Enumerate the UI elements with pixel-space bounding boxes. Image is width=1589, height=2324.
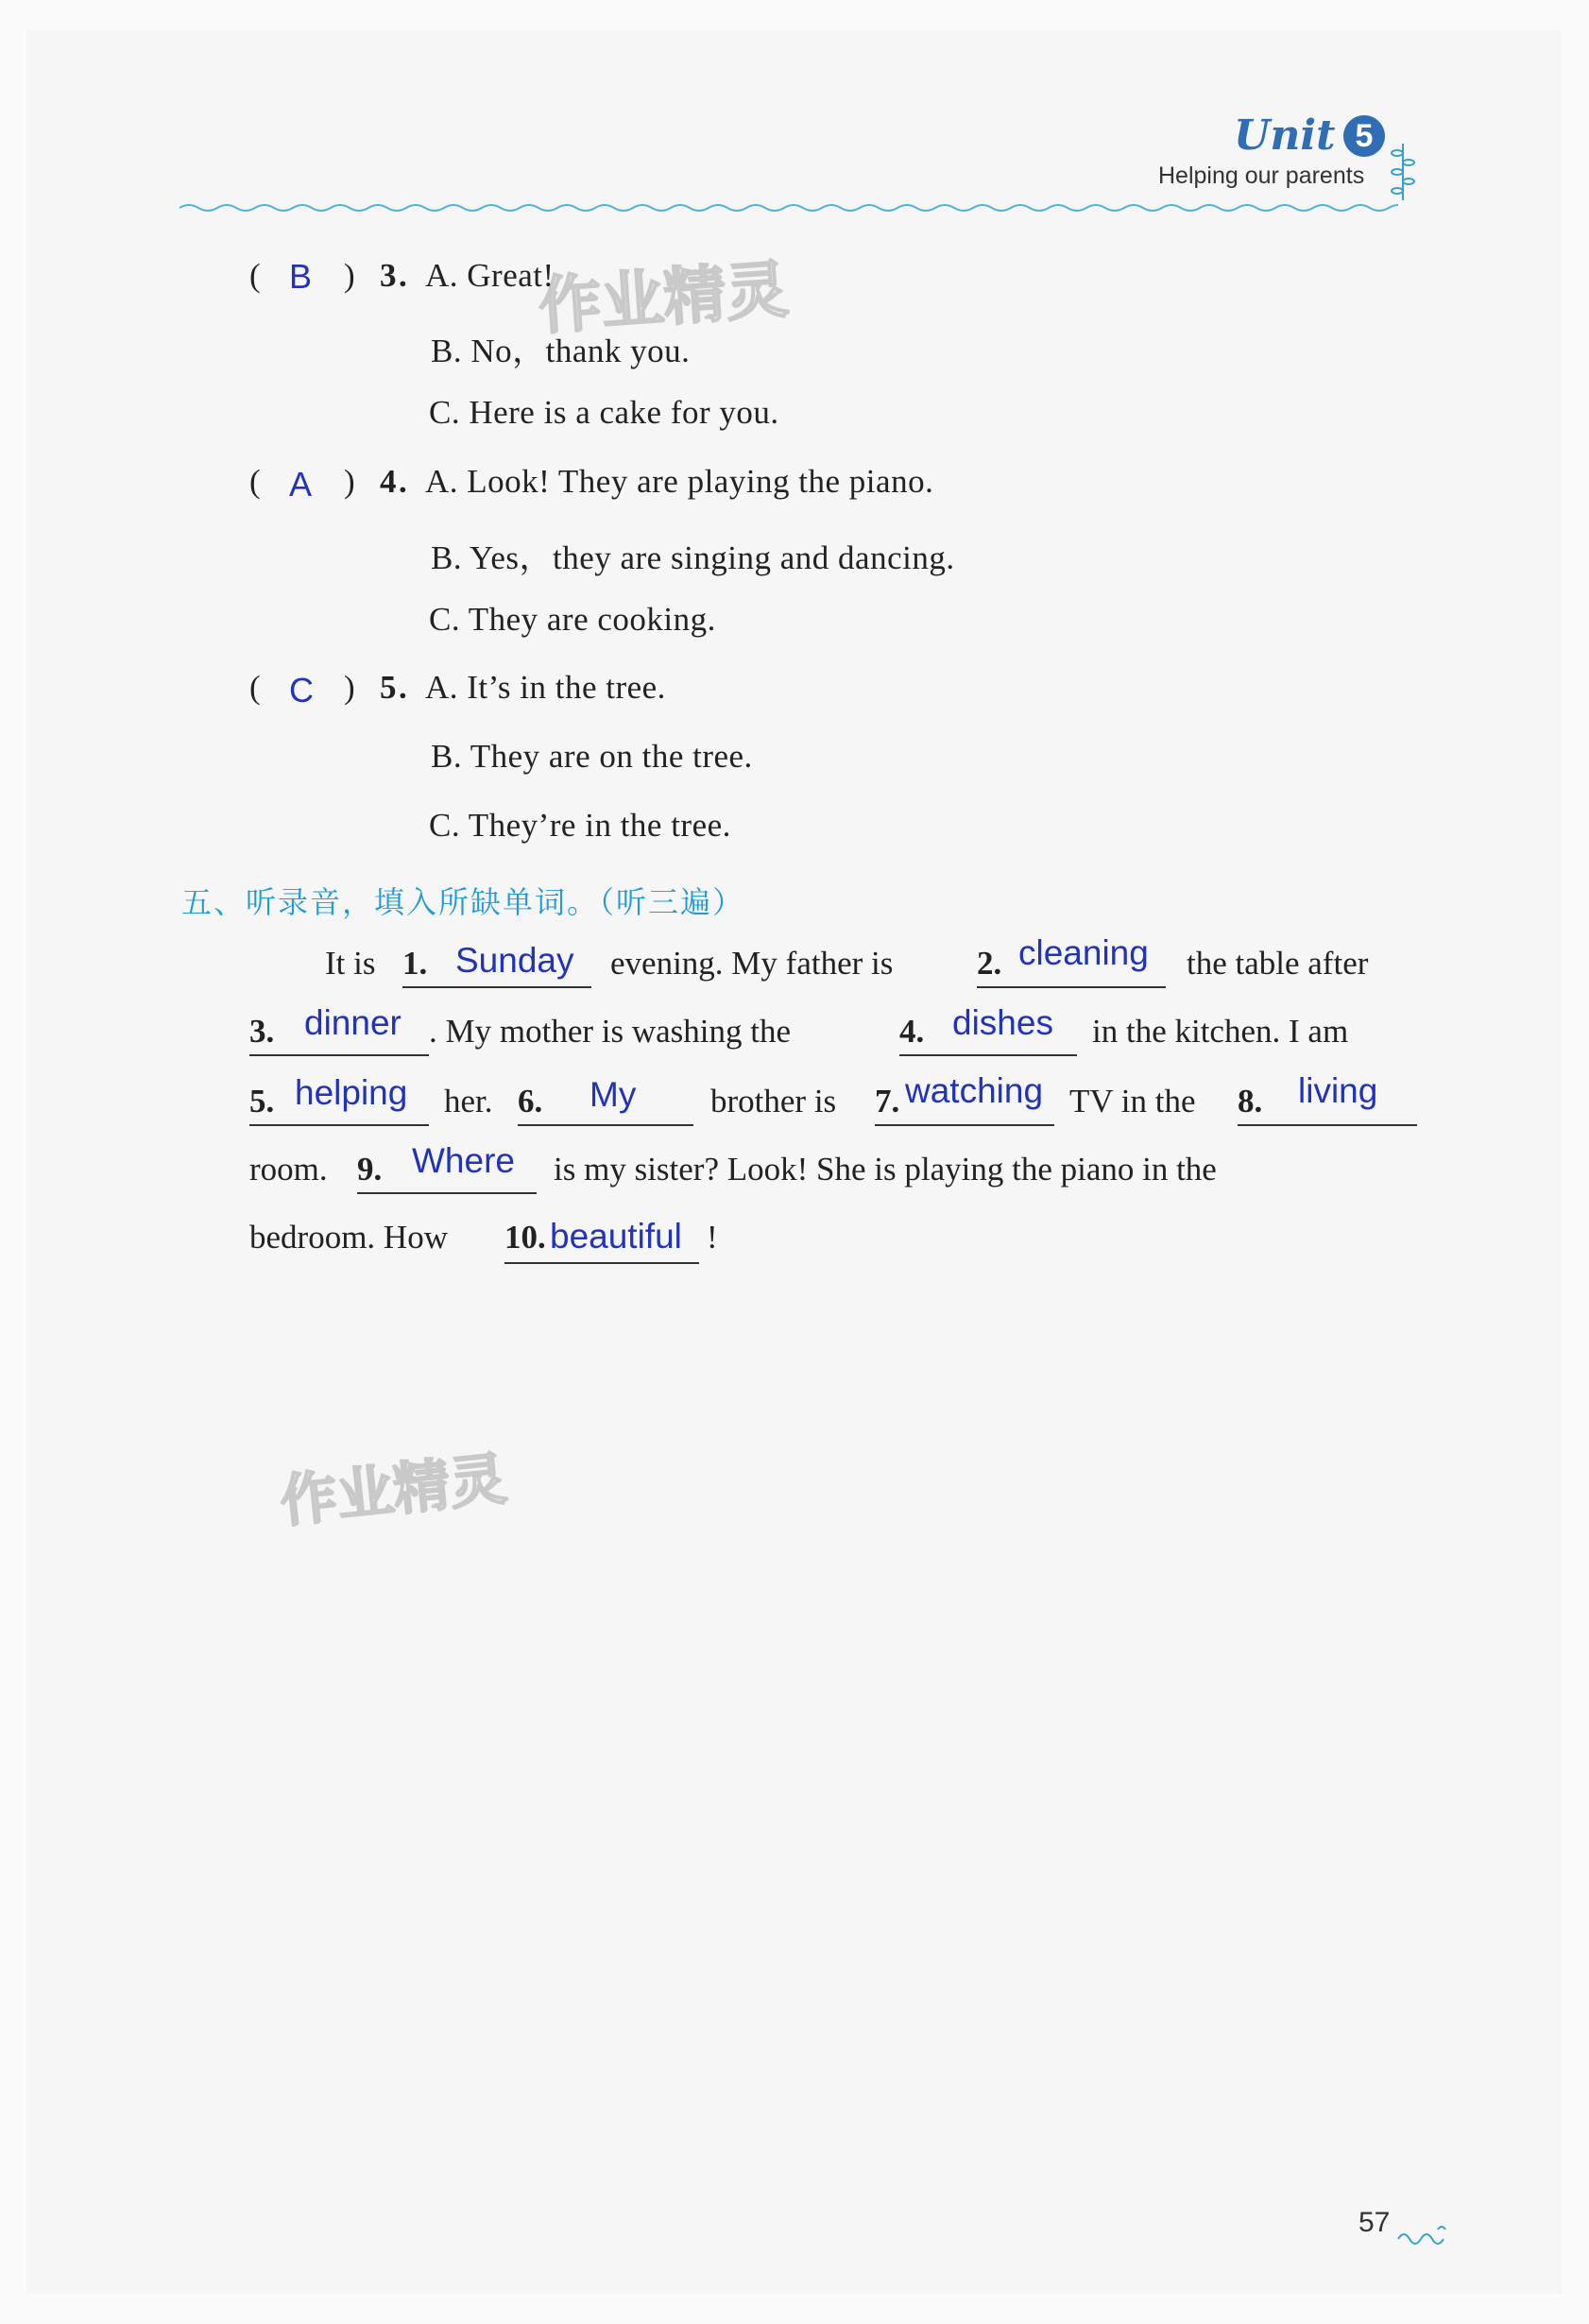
leaf-sprig-icon: [1389, 142, 1417, 202]
blank-answer: Where: [412, 1141, 515, 1180]
answer-choice: A: [289, 465, 313, 504]
blank-answer: helping: [295, 1073, 408, 1112]
passage-text: room.: [249, 1151, 328, 1188]
blank-number: 4.: [899, 1013, 925, 1050]
question-dot: .: [399, 257, 407, 294]
option-a: A. It’s in the tree.: [425, 669, 666, 706]
option-a: A. Great!: [425, 257, 555, 294]
answer-choice: B: [289, 257, 313, 296]
passage-text: the table after: [1187, 945, 1369, 982]
blank-number: 1.: [402, 945, 428, 982]
blank-line: [249, 1051, 429, 1056]
option-b: B. No，thank you.: [431, 333, 691, 369]
answer-paren-close: ): [344, 257, 355, 294]
blank-line: [518, 1120, 693, 1126]
blank-number: 9.: [357, 1151, 383, 1188]
blank-answer: dinner: [304, 1003, 402, 1042]
answer-paren-close: ): [344, 463, 355, 500]
blank-number: 10.: [504, 1219, 546, 1256]
option-b: B. Yes，they are singing and dancing.: [431, 539, 955, 576]
blank-number: 6.: [518, 1083, 543, 1119]
passage-text: It is: [325, 945, 376, 982]
passage-text: brother is: [710, 1083, 837, 1119]
blank-line: [977, 983, 1166, 988]
blank-answer: dishes: [952, 1003, 1053, 1042]
blank-answer: watching: [905, 1071, 1044, 1110]
passage-text: TV in the: [1069, 1083, 1196, 1119]
option-c: C. They are cooking.: [429, 601, 716, 638]
question-number: 3: [380, 257, 397, 294]
question-number: 4: [380, 463, 397, 500]
page-number: 57: [1358, 2207, 1391, 2238]
blank-answer: Sunday: [455, 941, 574, 980]
option-a: A. Look! They are playing the piano.: [425, 463, 934, 500]
watermark-bottom: 作业精灵: [277, 1445, 510, 1536]
blank-answer: My: [589, 1075, 637, 1114]
question-dot: .: [399, 463, 407, 500]
blank-number: 8.: [1238, 1083, 1263, 1119]
option-c: C. They’re in the tree.: [429, 807, 731, 844]
passage-text: . My mother is washing the: [429, 1013, 792, 1050]
curl-ornament-icon: [1396, 2222, 1453, 2247]
passage-text: !: [707, 1219, 718, 1256]
option-c: C. Here is a cake for you.: [429, 394, 779, 431]
blank-number: 7.: [875, 1083, 900, 1119]
blank-line: [402, 983, 591, 988]
answer-paren-open: (: [249, 257, 261, 294]
question-dot: .: [399, 669, 407, 706]
blank-line: [249, 1120, 429, 1126]
blank-number: 2.: [977, 945, 1002, 982]
blank-answer: beautiful: [550, 1217, 682, 1256]
passage-text: bedroom. How: [249, 1219, 448, 1256]
answer-choice: C: [289, 671, 314, 709]
watermark-top: 作业精灵: [537, 252, 791, 344]
passage-text: evening. My father is: [610, 945, 894, 982]
blank-line: [357, 1188, 537, 1194]
unit-label: Unit: [1234, 111, 1336, 160]
passage-text: is my sister? Look! She is playing the piano in the: [554, 1151, 1217, 1188]
answer-paren-close: ): [344, 669, 355, 706]
blank-line: [875, 1120, 1054, 1126]
blank-line: [1238, 1120, 1417, 1126]
passage-text: her.: [444, 1083, 493, 1119]
blank-answer: cleaning: [1018, 933, 1149, 972]
unit-number-badge: 5: [1343, 115, 1385, 157]
blank-number: 5.: [249, 1083, 275, 1119]
answer-paren-open: (: [249, 463, 261, 500]
wave-divider: [179, 200, 1398, 215]
section-title: 五、听录音，填入所缺单词。（听三遍）: [181, 884, 745, 920]
blank-number: 3.: [249, 1013, 275, 1050]
unit-subtitle: Helping our parents: [1158, 162, 1365, 189]
blank-line: [504, 1258, 699, 1264]
blank-line: [899, 1051, 1077, 1056]
answer-paren-open: (: [249, 669, 261, 706]
option-b: B. They are on the tree.: [431, 738, 753, 775]
passage-text: in the kitchen. I am: [1092, 1013, 1349, 1050]
blank-answer: living: [1298, 1071, 1378, 1110]
question-number: 5: [380, 669, 397, 706]
